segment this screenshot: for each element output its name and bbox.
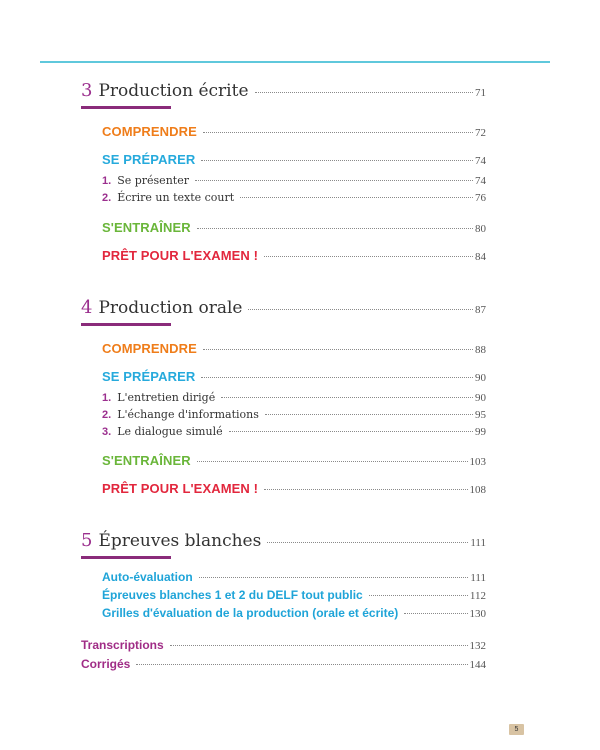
subsection-title: Se présenter bbox=[117, 174, 189, 187]
dot-leader bbox=[197, 461, 468, 462]
page-number: 103 bbox=[469, 456, 486, 468]
page-number: 72 bbox=[475, 127, 486, 139]
subsection-title: L'entretien dirigé bbox=[117, 391, 216, 404]
subsection-title: Écrire un texte court bbox=[117, 191, 235, 204]
item-title: Épreuves blanches 1 et 2 du DELF tout public bbox=[102, 588, 363, 602]
section-se-preparer[interactable] bbox=[102, 369, 486, 384]
dot-leader bbox=[229, 431, 473, 432]
page-number: 88 bbox=[475, 344, 486, 356]
page-number: 71 bbox=[475, 87, 486, 99]
page-number: 111 bbox=[470, 572, 486, 584]
page-number: 74 bbox=[475, 175, 486, 187]
chapter-3-entry[interactable] bbox=[81, 80, 486, 101]
page-number: 95 bbox=[475, 409, 486, 421]
subsection-number: 1. bbox=[102, 175, 112, 187]
section-comprendre[interactable] bbox=[102, 341, 486, 356]
chapter-number: 3 bbox=[81, 80, 93, 101]
chapter-underline bbox=[81, 323, 171, 326]
dot-leader bbox=[255, 92, 474, 93]
dot-leader bbox=[199, 577, 469, 578]
chapter-5-entry[interactable] bbox=[81, 530, 486, 551]
dot-leader bbox=[240, 197, 473, 198]
subsection-number: 2. bbox=[102, 409, 112, 421]
item-title: Grilles d'évaluation de la production (orale et écrite) bbox=[102, 606, 399, 620]
subsection-number: 2. bbox=[102, 192, 112, 204]
subsection-entry[interactable] bbox=[102, 391, 486, 404]
chapter-4-entry[interactable] bbox=[81, 297, 486, 318]
section-title: COMPRENDRE bbox=[102, 341, 197, 356]
section-title: PRÊT POUR L'EXAMEN ! bbox=[102, 481, 259, 496]
dot-leader bbox=[369, 595, 468, 596]
top-accent-rule bbox=[40, 61, 550, 63]
dot-leader bbox=[201, 377, 473, 378]
subsection-title: Le dialogue simulé bbox=[117, 425, 223, 438]
dot-leader bbox=[136, 664, 467, 665]
item-title: Auto-évaluation bbox=[102, 570, 193, 584]
page-number: 90 bbox=[475, 372, 486, 384]
page-number: 130 bbox=[469, 608, 486, 620]
section-title: PRÊT POUR L'EXAMEN ! bbox=[102, 248, 259, 263]
item-auto-evaluation[interactable] bbox=[102, 570, 486, 584]
page-number: 84 bbox=[475, 251, 486, 263]
chapter-number: 4 bbox=[81, 297, 93, 318]
section-comprendre[interactable] bbox=[102, 124, 486, 139]
subsection-entry[interactable] bbox=[102, 191, 486, 204]
dot-leader bbox=[170, 645, 468, 646]
subsection-entry[interactable] bbox=[102, 425, 486, 438]
chapter-underline bbox=[81, 106, 171, 109]
item-epreuves-blanches[interactable] bbox=[102, 588, 486, 602]
subsection-entry[interactable] bbox=[102, 174, 486, 187]
item-grilles-evaluation[interactable] bbox=[102, 606, 486, 620]
section-s-entrainer[interactable] bbox=[102, 220, 486, 235]
section-s-entrainer[interactable] bbox=[102, 453, 486, 468]
section-title: S'ENTRAÎNER bbox=[102, 220, 191, 235]
page-number: 90 bbox=[475, 392, 486, 404]
dot-leader bbox=[201, 160, 473, 161]
page-number: 111 bbox=[470, 537, 486, 549]
page-number: 87 bbox=[475, 304, 486, 316]
page-number: 112 bbox=[469, 590, 486, 602]
section-title: SE PRÉPARER bbox=[102, 369, 196, 384]
page-number: 144 bbox=[469, 659, 486, 671]
dot-leader bbox=[404, 613, 467, 614]
chapter-number: 5 bbox=[81, 530, 93, 551]
dot-leader bbox=[248, 309, 473, 310]
page-number: 99 bbox=[475, 426, 486, 438]
dot-leader bbox=[195, 180, 473, 181]
item-transcriptions[interactable] bbox=[81, 638, 486, 652]
dot-leader bbox=[264, 256, 473, 257]
subsection-entry[interactable] bbox=[102, 408, 486, 421]
section-pret-pour-examen[interactable] bbox=[102, 481, 486, 496]
chapter-title: Production orale bbox=[98, 298, 243, 318]
chapter-title: Production écrite bbox=[98, 81, 249, 101]
page-number: 74 bbox=[475, 155, 486, 167]
page-number: 132 bbox=[469, 640, 486, 652]
dot-leader bbox=[221, 397, 473, 398]
page-number-badge: 5 bbox=[509, 724, 524, 735]
item-title: Transcriptions bbox=[81, 638, 164, 652]
dot-leader bbox=[203, 349, 473, 350]
page-number: 80 bbox=[475, 223, 486, 235]
item-title: Corrigés bbox=[81, 657, 131, 671]
dot-leader bbox=[203, 132, 473, 133]
page-number: 108 bbox=[469, 484, 486, 496]
item-corriges[interactable] bbox=[81, 657, 486, 671]
section-title: S'ENTRAÎNER bbox=[102, 453, 191, 468]
dot-leader bbox=[264, 489, 467, 490]
dot-leader bbox=[197, 228, 473, 229]
chapter-underline bbox=[81, 556, 171, 559]
subsection-title: L'échange d'informations bbox=[117, 408, 259, 421]
subsection-number: 3. bbox=[102, 426, 112, 438]
subsection-number: 1. bbox=[102, 392, 112, 404]
section-se-preparer[interactable] bbox=[102, 152, 486, 167]
chapter-title: Épreuves blanches bbox=[98, 531, 262, 551]
page-number: 76 bbox=[475, 192, 486, 204]
dot-leader bbox=[265, 414, 473, 415]
section-pret-pour-examen[interactable] bbox=[102, 248, 486, 263]
section-title: COMPRENDRE bbox=[102, 124, 197, 139]
dot-leader bbox=[267, 542, 468, 543]
section-title: SE PRÉPARER bbox=[102, 152, 196, 167]
